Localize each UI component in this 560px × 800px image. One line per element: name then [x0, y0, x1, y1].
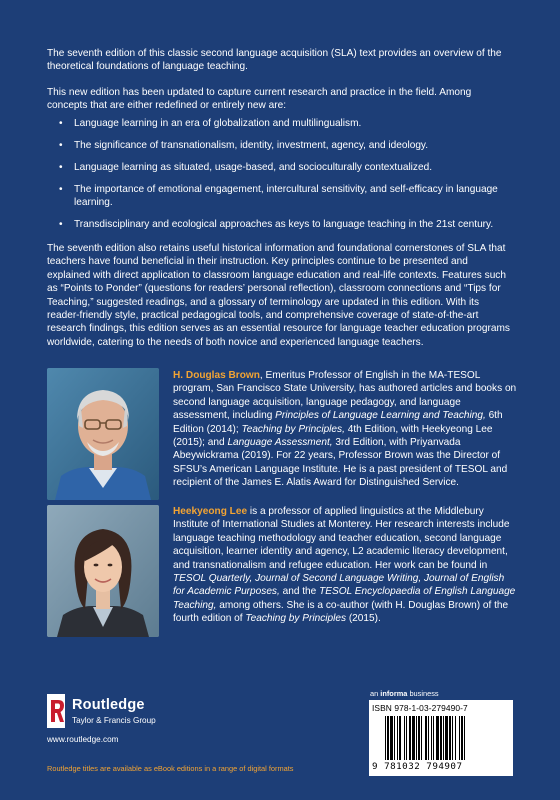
- update-paragraph: This new edition has been updated to capture current research and practice in the field. Among concepts that are either redefined or entirely new are:: [47, 87, 472, 112]
- concept-item: • The importance of emotional engagement, intercultural sensitivity, and self-efficacy in language learning.: [47, 183, 513, 210]
- bio-text: 6th Edition (2014);: [173, 410, 503, 435]
- author-photo-lee: [47, 505, 159, 637]
- bio-text: among others. She is a co-author (with H. Douglas Brown) of the fourth edition of: [173, 599, 509, 625]
- author-bio-lee: [173, 505, 517, 626]
- book-title: Principles of Language Learning and Teaching,: [275, 410, 486, 422]
- author-name-lee: Heekyeong Lee: [173, 506, 248, 517]
- book-title: Teaching by Principles,: [241, 423, 345, 435]
- isbn-label: ISBN 978-1-03-279490-7: [372, 703, 468, 713]
- bio-text: 3rd Edition, with Priyanvada Abeywickrama (2019). For 22 years, Professor Brown was the Director of SFSU’s American Language Institute. He is a past president of TESOL and recipient of the James E. Alatis Award for Distinguished Service.: [173, 437, 508, 489]
- book-title: TESOL Encyclopaedia of English Language Teaching,: [173, 586, 516, 611]
- retains-paragraph: The seventh edition also retains useful historical information and foundational cornerstones of SLA that teachers have found beneficial in their instruction. Key principles continue to be presented and explained with direct application to classroom language education and real-life contexts. Features such as “Points to Ponder” (questions for readers’ personal reflection), classroom connections and “Tips for Teaching,” suggested readings, and a glossary of terminology are updated in this edition. With its reader-friendly style, practical pedagogical tools, and comprehensive coverage of state-of-the-art research findings, this edition serves as an essential resource for language teacher education programs worldwide, catering to the needs of both novice and experienced language teachers.: [47, 243, 510, 348]
- bio-text: and the: [279, 586, 320, 598]
- concept-item: • The significance of transnationalism, identity, investment, agency, and ideology.: [47, 139, 513, 152]
- journal-titles: TESOL Quarterly, Journal of Second Language Writing, Journal of English for Academic Purposes,: [173, 573, 505, 598]
- informa-business-label: [370, 689, 439, 698]
- ebook-note: Routledge titles are available as eBook editions in a range of digital formats: [47, 764, 294, 773]
- bio-text: (2015).: [346, 613, 381, 625]
- bio-text: , Emeritus Professor of English in the MA-TESOL program, San Francisco State University, has authored articles and books on second language acquisition, language pedagogy, and language assessment, including: [173, 370, 517, 422]
- barcode-icon: [383, 716, 501, 762]
- concept-list: [47, 117, 513, 240]
- concept-item: • Language learning in an era of globalization and multilingualism.: [47, 117, 513, 130]
- routledge-logo-icon: [47, 694, 65, 728]
- author-photo-brown: [47, 368, 159, 500]
- concept-item: • Transdisciplinary and ecological approaches as keys to language teaching in the 21st century.: [47, 218, 513, 231]
- informa-brand: informa: [380, 689, 408, 698]
- book-title: Teaching by Principles: [245, 613, 347, 625]
- publisher-subtitle: Taylor & Francis Group: [72, 716, 156, 725]
- informa-suffix: business: [407, 689, 439, 698]
- barcode-digits: 9 781032 794907: [372, 761, 463, 772]
- author-bio-brown: [173, 369, 517, 490]
- concept-item: • Language learning as situated, usage-based, and socioculturally contextualized.: [47, 161, 513, 174]
- bio-text: 4th Edition, with Heekyeong Lee (2015); and: [173, 423, 493, 449]
- publisher-name: Routledge: [72, 697, 145, 713]
- publisher-url: www.routledge.com: [47, 735, 119, 744]
- book-title: Language Assessment,: [227, 437, 333, 449]
- author-name-brown: H. Douglas Brown: [173, 370, 260, 381]
- informa-prefix: an: [370, 689, 381, 698]
- intro-paragraph: The seventh edition of this classic second language acquisition (SLA) text provides an overview of the theoretical foundations of language teaching.: [47, 48, 502, 73]
- bio-text: is a professor of applied linguistics at the Middlebury Institute of International Studies at Monterey. Her research interests include language teaching methodology and teacher education, second language acquisition, learner identity and agency, L2 academic literacy development, and transnationalism and refugee education. Her work can be found in: [173, 506, 510, 571]
- barcode-box: [369, 700, 513, 776]
